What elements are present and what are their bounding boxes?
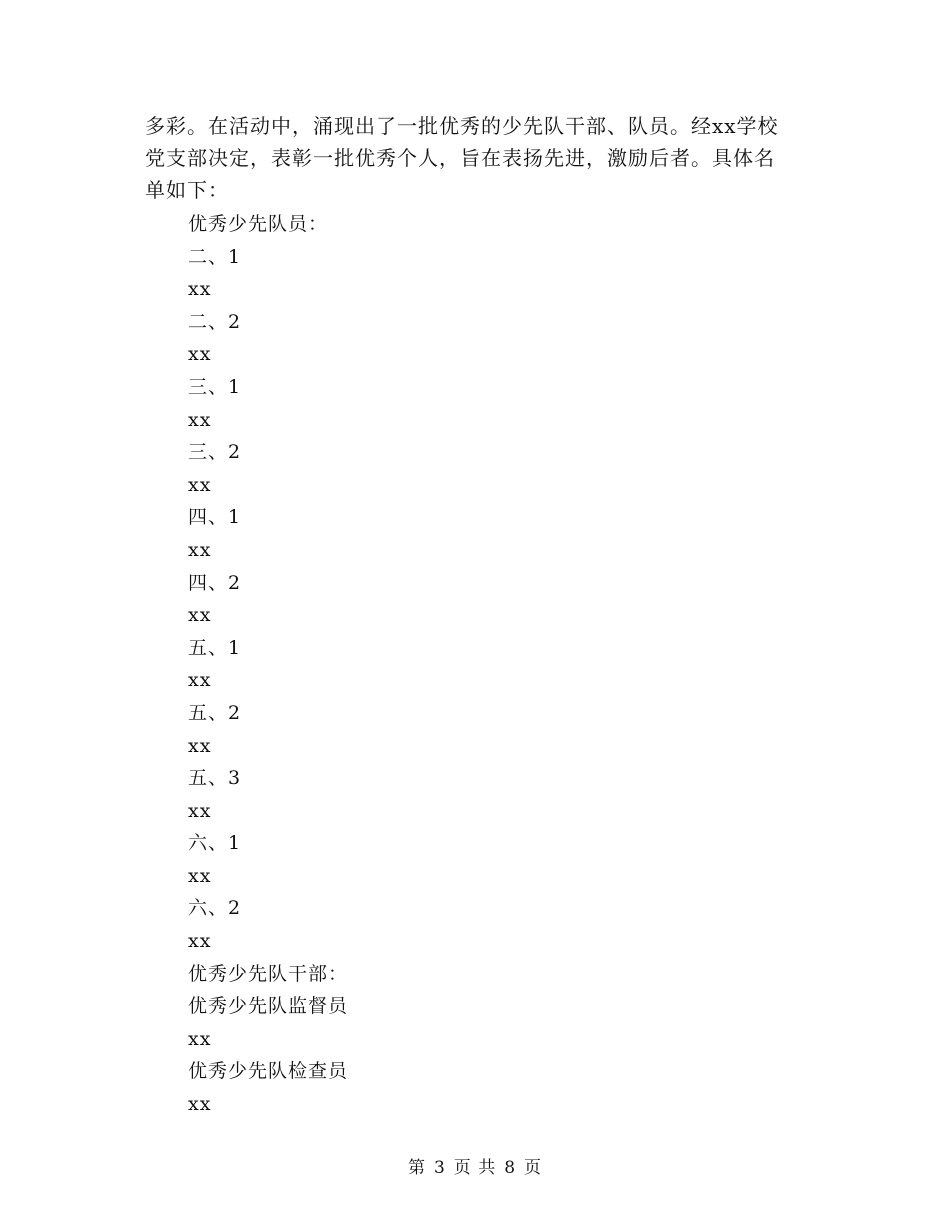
class-label: 三、1 (188, 375, 242, 398)
class-label: 二、1 (188, 245, 242, 268)
footer-current-page: 3 (433, 1158, 446, 1178)
intro-paragraph (145, 110, 810, 206)
class-label: 六、1 (188, 832, 242, 855)
intro-line: 党支部决定，表彰一批优秀个人，旨在表扬先进，激励后者。具体名 (145, 146, 775, 170)
footer-suffix: 页 (524, 1158, 543, 1178)
class-label: 六、2 (188, 897, 242, 920)
footer-prefix: 第 (407, 1158, 426, 1178)
student-name: xx (188, 408, 212, 431)
page-footer (0, 1153, 950, 1178)
class-label: 二、2 (188, 310, 242, 333)
student-name: xx (188, 604, 212, 627)
student-name: xx (188, 734, 212, 757)
honor-list (188, 208, 348, 1121)
student-name: xx (188, 669, 212, 692)
class-label: 四、2 (188, 571, 242, 594)
class-label: 五、3 (188, 767, 242, 790)
footer-middle: 页 共 (453, 1158, 497, 1178)
student-name: xx (188, 1093, 212, 1116)
student-name: xx (188, 343, 212, 366)
class-label: 五、1 (188, 636, 242, 659)
student-name: xx (188, 864, 212, 887)
class-label: 四、1 (188, 506, 242, 529)
student-name: xx (188, 278, 212, 301)
student-name: xx (188, 1027, 212, 1050)
role-label: 优秀少先队检查员 (188, 1060, 349, 1083)
class-label: 五、2 (188, 701, 242, 724)
intro-line: 单如下： (145, 178, 229, 202)
section-heading-outstanding-cadres: 优秀少先队干部： (188, 962, 349, 985)
class-label: 三、2 (188, 441, 242, 464)
role-label: 优秀少先队监督员 (188, 995, 349, 1018)
student-name: xx (188, 799, 212, 822)
section-heading-outstanding-members: 优秀少先队员： (188, 213, 329, 235)
footer-total-pages: 8 (504, 1158, 517, 1178)
student-name: xx (188, 473, 212, 496)
intro-line: 多彩。在活动中，涌现出了一批优秀的少先队干部、队员。经xx学校 (145, 114, 779, 138)
student-name: xx (188, 538, 212, 561)
student-name: xx (188, 930, 212, 953)
